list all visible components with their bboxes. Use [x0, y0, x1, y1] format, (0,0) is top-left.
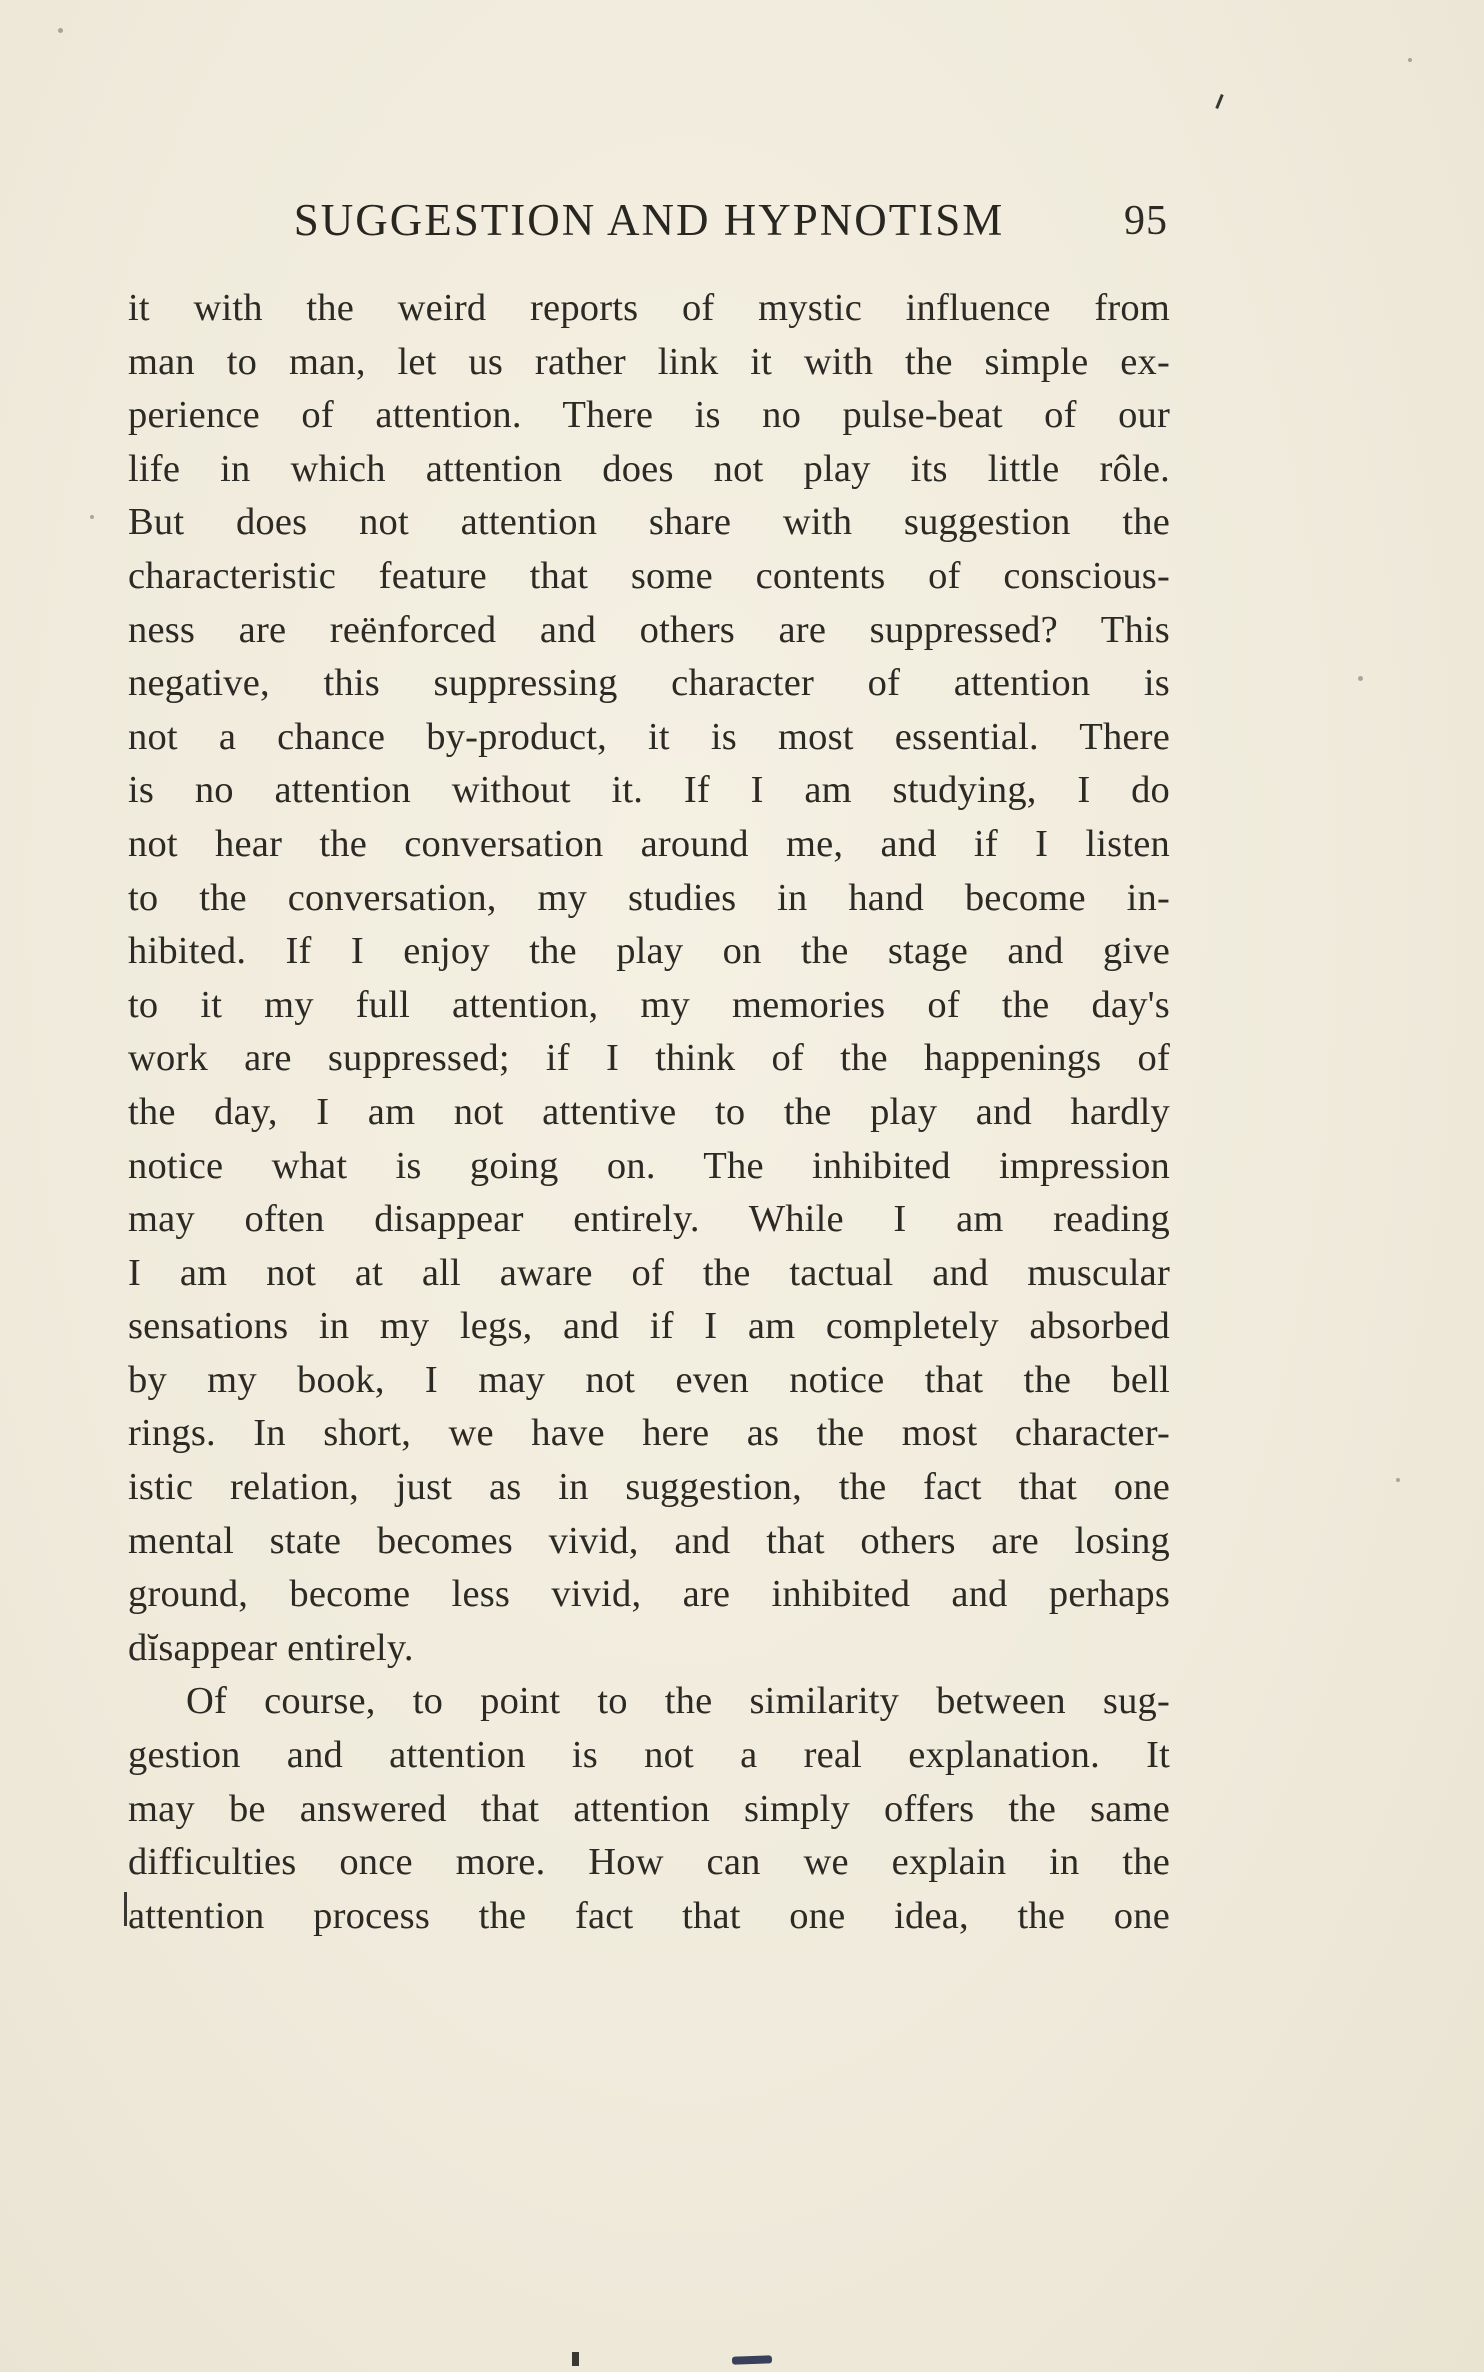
- text-line: man to man, let us rather link it with the simple ex-: [128, 340, 1170, 383]
- text-line: ground, become less vivid, are inhibited and perhaps: [128, 1573, 1170, 1616]
- text-line: ness are reënforced and others are suppressed? This: [128, 608, 1170, 651]
- scan-speck: [58, 28, 63, 33]
- scan-speck: [1358, 676, 1363, 681]
- text-line: not a chance by-product, it is most essential. There: [128, 715, 1170, 758]
- text-line: to the conversation, my studies in hand become in-: [128, 876, 1170, 919]
- text-line: rings. In short, we have here as the most character-: [128, 1412, 1170, 1455]
- text-line: it with the weird reports of mystic influence from: [128, 287, 1170, 329]
- scan-speck: [1396, 1478, 1400, 1482]
- scan-mark: [572, 2352, 579, 2366]
- text-line: by my book, I may not even notice that the bell: [128, 1358, 1170, 1401]
- text-line: is no attention without it. If I am studying, I do: [128, 769, 1170, 812]
- text-line: attention process the fact that one idea, the one: [128, 1894, 1170, 1937]
- text-line: istic relation, just as in suggestion, the fact that one: [128, 1466, 1170, 1509]
- text-line: hibited. If I enjoy the play on the stage and give: [128, 930, 1170, 973]
- scan-pen-mark: [732, 2355, 772, 2364]
- page-header: [128, 194, 1170, 254]
- scan-mark: [124, 1892, 127, 1926]
- text-line: characteristic feature that some contents of conscious-: [128, 554, 1170, 597]
- text-line: may be answered that attention simply offers the same: [128, 1787, 1170, 1830]
- text-line: mental state becomes vivid, and that others are losing: [128, 1519, 1170, 1562]
- text-line: life in which attention does not play its little rôle.: [128, 447, 1170, 490]
- scan-speck: [1408, 58, 1412, 62]
- scan-speck: [90, 515, 94, 519]
- text-line: notice what is going on. The inhibited impression: [128, 1144, 1170, 1187]
- text-line: Of course, to point to the similarity between sug-: [186, 1680, 1170, 1723]
- text-line: But does not attention share with suggestion the: [128, 501, 1170, 544]
- text-line: not hear the conversation around me, and if I listen: [128, 822, 1170, 865]
- text-line: perience of attention. There is no pulse-beat of our: [128, 394, 1170, 437]
- text-line: may often disappear entirely. While I am reading: [128, 1198, 1170, 1241]
- text-line: negative, this suppressing character of attention is: [128, 662, 1170, 705]
- text-line: sensations in my legs, and if I am completely absorbed: [128, 1305, 1170, 1348]
- text-line: dĭsappear entirely.: [128, 1626, 414, 1669]
- text-line: difficulties once more. How can we explain in the: [128, 1841, 1170, 1884]
- text-block: [128, 282, 1170, 1943]
- scan-mark: [1215, 94, 1223, 109]
- text-line: the day, I am not attentive to the play and hardly: [128, 1090, 1170, 1133]
- text-line: work are suppressed; if I think of the happenings of: [128, 1037, 1170, 1080]
- running-head-title: SUGGESTION AND HYPNOTISM: [293, 195, 1005, 245]
- page-number: 95: [1124, 198, 1168, 244]
- text-line: gestion and attention is not a real explanation. It: [128, 1734, 1170, 1777]
- text-line: I am not at all aware of the tactual and muscular: [128, 1251, 1170, 1294]
- text-line: to it my full attention, my memories of the day's: [128, 983, 1170, 1026]
